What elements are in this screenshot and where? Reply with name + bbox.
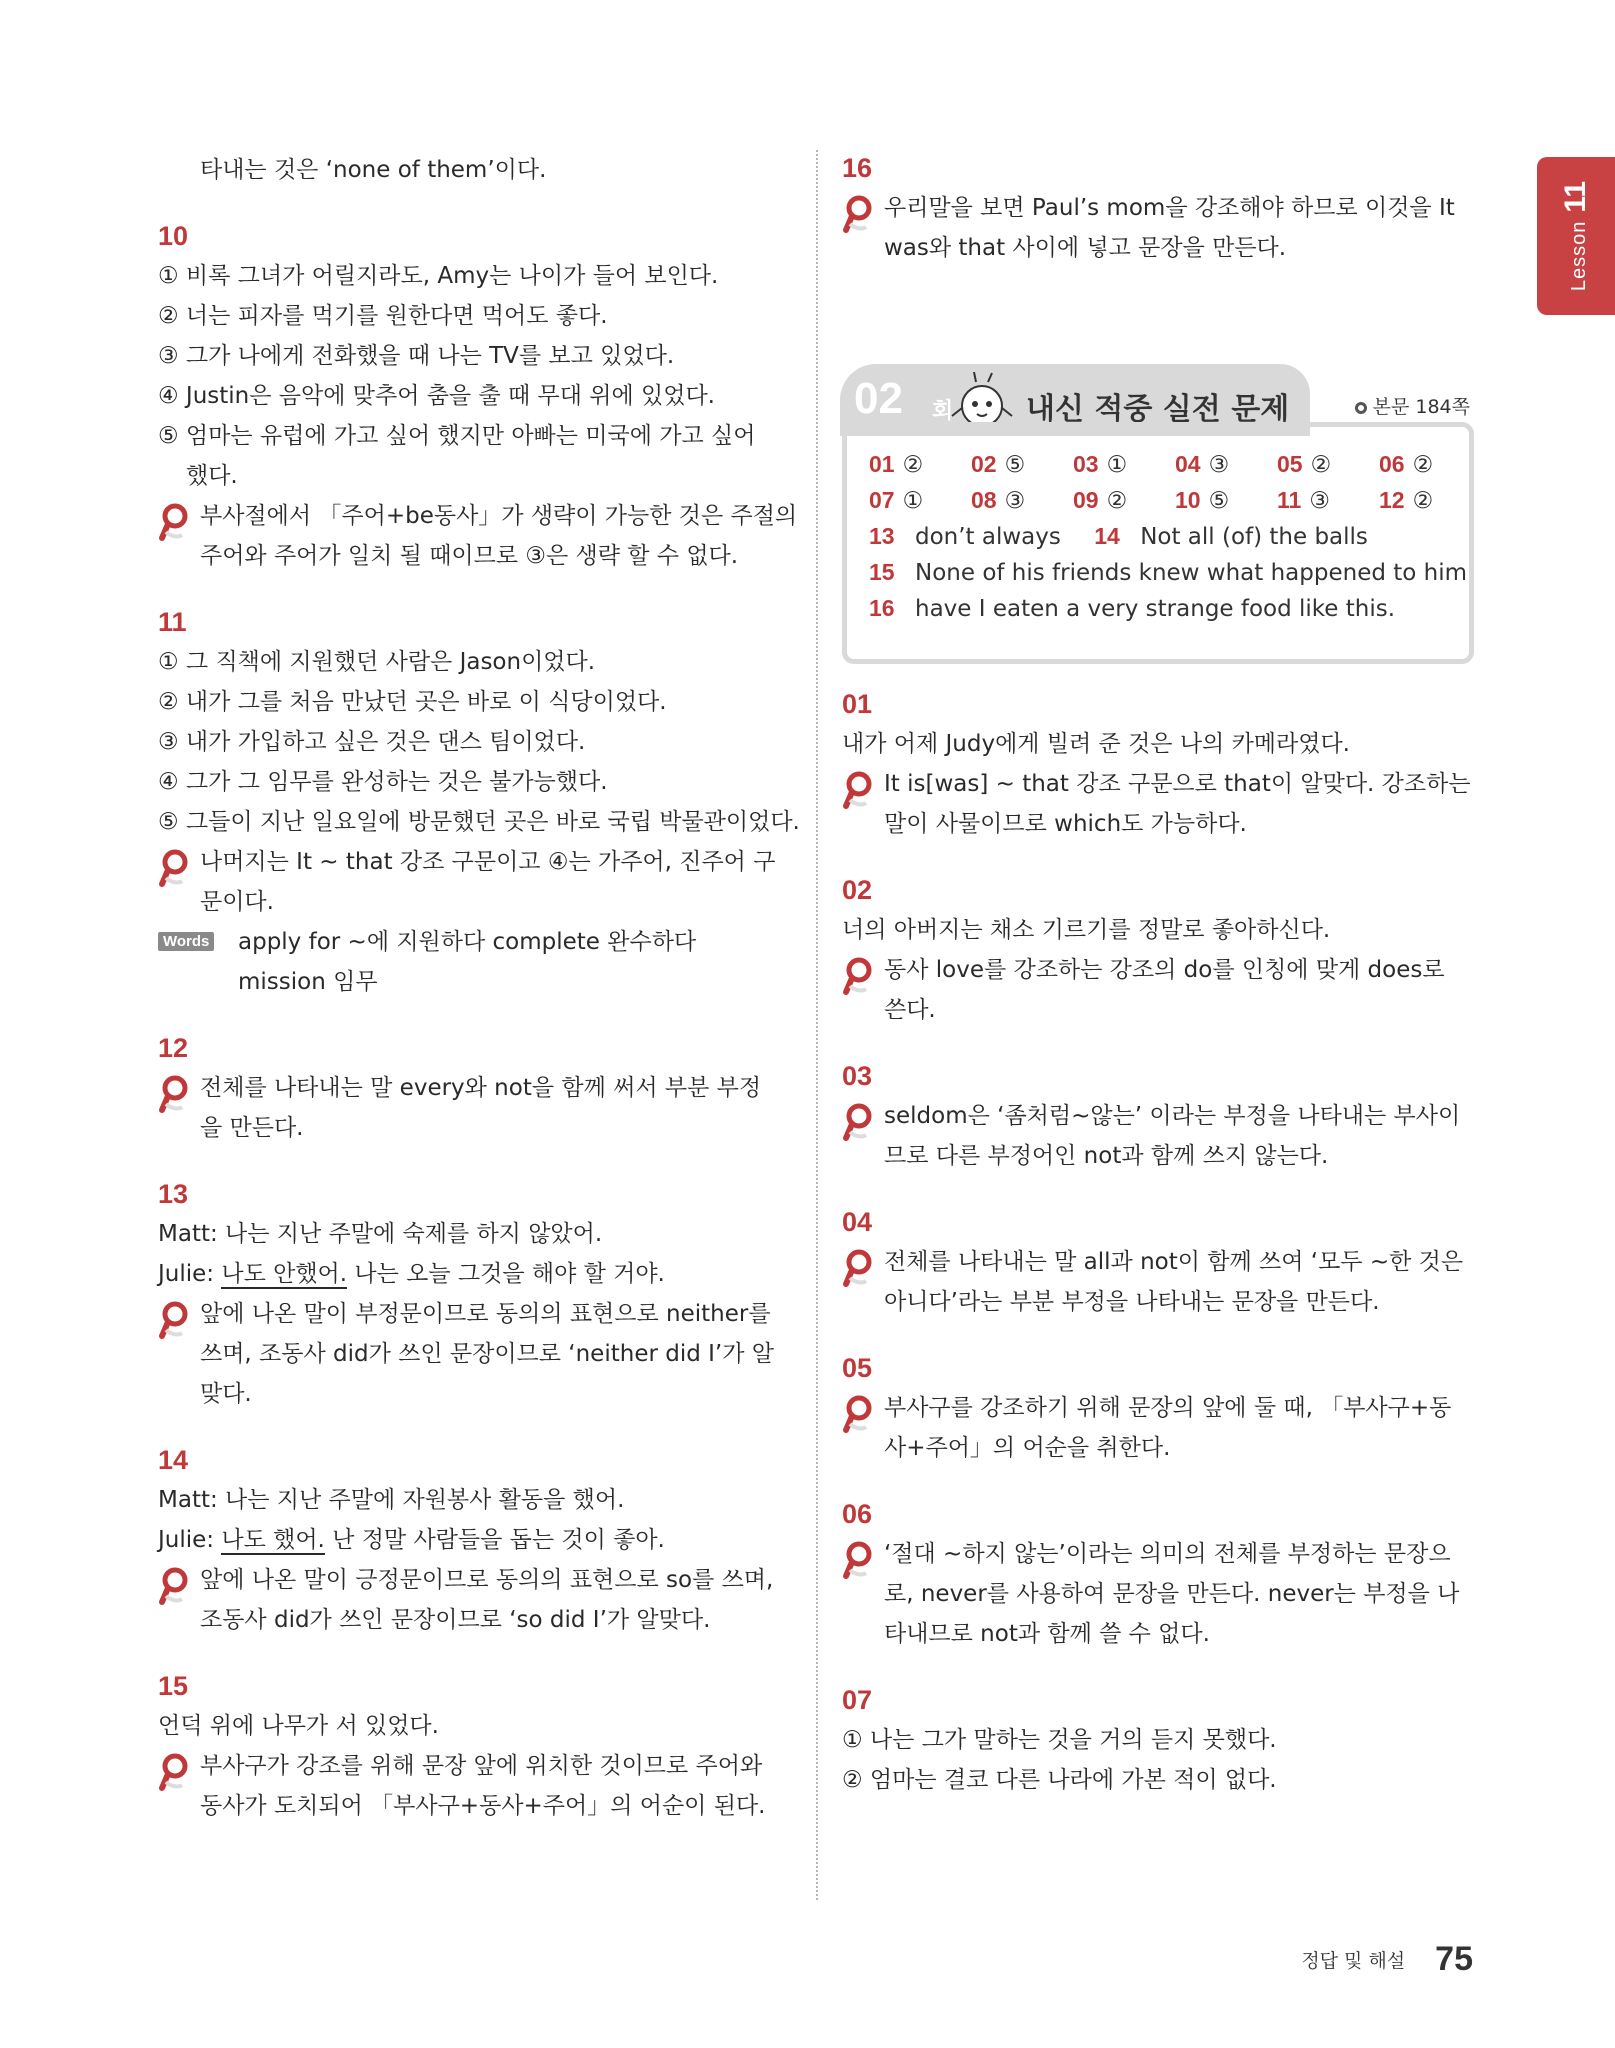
- question-number: 04: [842, 1207, 873, 1237]
- magnifier-icon: [158, 1300, 192, 1340]
- words-line: mission 임무: [238, 969, 378, 995]
- answer-value: ③: [1004, 488, 1026, 514]
- answer-item: ① 비록 그녀가 어릴지라도, Amy는 나이가 들어 보인다.: [158, 263, 719, 289]
- answer-item: ② 엄마는 결코 다른 나라에 가본 적이 없다.: [842, 1767, 1277, 1793]
- answer-value: None of his friends knew what happened to him: [915, 560, 1468, 586]
- page-reference: [1355, 392, 1470, 419]
- explanation-line: It is[was] ~ that 강조 구문으로 that이 알맞다. 강조하는: [884, 771, 1471, 797]
- question-01: [842, 686, 1474, 844]
- answer-item: ② 너는 피자를 먹기를 원한다면 먹어도 좋다.: [158, 303, 608, 329]
- question-number: 12: [158, 1033, 189, 1063]
- question-14: [158, 1442, 790, 1640]
- answer-row: [869, 523, 1469, 559]
- words-section: [158, 922, 790, 1002]
- answer-item: ① 나는 그가 말하는 것을 거의 듣지 못했다.: [842, 1727, 1277, 1753]
- explanation-line: 우리말을 보면 Paul’s mom을 강조해야 하므로 이것을 It: [884, 195, 1455, 221]
- magnifier-icon: [158, 502, 192, 542]
- round-suffix: 회: [932, 399, 954, 424]
- explanation-line: 주어와 주어가 일치 될 때이므로 ③은 생략 할 수 없다.: [200, 543, 739, 569]
- answer-value: ⑤: [1208, 488, 1230, 514]
- answer-number: 11: [1277, 487, 1302, 513]
- question-number: 10: [158, 221, 189, 251]
- left-column: [158, 150, 800, 1826]
- question-number: 13: [158, 1179, 189, 1209]
- answer-key-box: [842, 364, 1474, 664]
- dialogue-line: [158, 1254, 790, 1294]
- answer-number: 10: [1175, 487, 1201, 513]
- question-number: 03: [842, 1061, 873, 1091]
- answer-number: 16: [869, 595, 895, 621]
- magnifier-icon: [158, 1566, 192, 1606]
- magnifier-icon: [158, 1752, 192, 1792]
- explanation-line: 로, never를 사용하여 문장을 만든다. never는 부정을 나: [884, 1581, 1460, 1607]
- question-06: [842, 1496, 1474, 1654]
- explanation: [158, 496, 798, 576]
- explanation-line: 부사구가 강조를 위해 문장 앞에 위치한 것이므로 주어와: [200, 1753, 763, 1779]
- answer-number: 01: [869, 451, 895, 477]
- answer-number: 02: [971, 451, 997, 477]
- question-text: 내가 어제 Judy에게 빌려 준 것은 나의 카메라였다.: [842, 731, 1350, 757]
- explanation-line: 부사구를 강조하기 위해 문장의 앞에 둘 때, 「부사구+동: [884, 1395, 1452, 1421]
- intro-text: 타내는 것은 ‘none of them’이다.: [200, 157, 547, 183]
- magnifier-icon: [158, 1074, 192, 1114]
- answer-number: 15: [869, 559, 895, 585]
- answer-row: [869, 559, 1469, 595]
- answer-value: ①: [902, 488, 924, 514]
- dialogue-line: [158, 1520, 790, 1560]
- magnifier-icon: [842, 1102, 876, 1142]
- dialogue-line: Matt: 나는 지난 주말에 자원봉사 활동을 했어.: [158, 1487, 625, 1513]
- answer-item: ③ 그가 나에게 전화했을 때 나는 TV를 보고 있었다.: [158, 343, 675, 369]
- answer-item: ⑤ 엄마는 유럽에 가고 싶어 했지만 아빠는 미국에 가고 싶어: [158, 423, 756, 449]
- question-04: [842, 1204, 1474, 1322]
- explanation-line: 쓴다.: [884, 997, 936, 1023]
- question-15: [158, 1668, 790, 1826]
- answer-row: [869, 451, 1469, 487]
- answer-number: 07: [869, 487, 895, 513]
- words-line: apply for ~에 지원하다 complete 완수하다: [238, 929, 697, 955]
- question-05: [842, 1350, 1474, 1468]
- question-07: [842, 1682, 1474, 1800]
- lesson-tab: [1537, 157, 1615, 315]
- answer-value: ①: [1106, 452, 1128, 478]
- explanation-line: 부사절에서 「주어+be동사」가 생략이 가능한 것은 주절의: [200, 503, 798, 529]
- answer-item: ④ Justin은 음악에 맞추어 춤을 출 때 무대 위에 있었다.: [158, 383, 715, 409]
- explanation-line: 앞에 나온 말이 부정문이므로 동의의 표현으로 neither를: [200, 1301, 771, 1327]
- explanation: [842, 1242, 1474, 1322]
- question-text: 너의 아버지는 채소 기르기를 정말로 좋아하신다.: [842, 917, 1331, 943]
- answer-item: ④ 그가 그 임무를 완성하는 것은 불가능했다.: [158, 769, 608, 795]
- answer-item: ② 내가 그를 처음 만났던 곳은 바로 이 식당이었다.: [158, 689, 667, 715]
- explanation-line: was와 that 사이에 넣고 문장을 만든다.: [884, 235, 1287, 261]
- explanation-line: 동사가 도치되어 「부사구+동사+주어」의 어순이 된다.: [200, 1793, 766, 1819]
- explanation: [158, 1068, 790, 1148]
- question-number: 01: [842, 689, 873, 719]
- magnifier-icon: [842, 1540, 876, 1580]
- magnifier-icon: [842, 1394, 876, 1434]
- explanation: [158, 1746, 790, 1826]
- magnifier-icon: [842, 1248, 876, 1288]
- explanation-line: 말이 사물이므로 which도 가능하다.: [884, 811, 1247, 837]
- footer-label: 정답 및 해설: [1301, 1950, 1406, 1972]
- answer-item: ① 그 직책에 지원했던 사람은 Jason이었다.: [158, 649, 596, 675]
- magnifier-icon: [842, 956, 876, 996]
- explanation-line: 앞에 나온 말이 긍정문이므로 동의의 표현으로 so를 쓰며,: [200, 1567, 774, 1593]
- page-reference-text: 본문 184쪽: [1372, 396, 1470, 418]
- answer-value: ②: [1412, 488, 1434, 514]
- column-divider: [816, 150, 818, 1900]
- explanation: [842, 950, 1474, 1030]
- answer-item: ③ 내가 가입하고 싶은 것은 댄스 팀이었다.: [158, 729, 586, 755]
- answer-value: ②: [902, 452, 924, 478]
- answer-value: Not all (of) the balls: [1140, 524, 1368, 550]
- explanation-line: 동사 love를 강조하는 강조의 do를 인칭에 맞게 does로: [884, 957, 1445, 983]
- question-number: 06: [842, 1499, 873, 1529]
- question-number: 14: [158, 1445, 189, 1475]
- question-number: 15: [158, 1671, 189, 1701]
- answer-number: 12: [1379, 487, 1405, 513]
- answer-value: ③: [1208, 452, 1230, 478]
- dialogue-line: Matt: 나는 지난 주말에 숙제를 하지 않았어.: [158, 1221, 603, 1247]
- explanation: [842, 1388, 1474, 1468]
- magnifier-icon: [158, 848, 192, 888]
- question-number: 11: [158, 607, 187, 637]
- explanation-line: 아니다’라는 부분 부정을 나타내는 문장을 만든다.: [884, 1289, 1380, 1315]
- magnifier-icon: [842, 770, 876, 810]
- page-footer: [1301, 1940, 1473, 1979]
- underlined-text: 나도 했어.: [221, 1527, 325, 1553]
- explanation-line: 나머지는 It ~ that 강조 구문이고 ④는 가주어, 진주어 구: [200, 849, 776, 875]
- question-text: 언덕 위에 나무가 서 있었다.: [158, 1713, 439, 1739]
- words-badge: Words: [158, 932, 214, 951]
- answer-value: have I eaten a very strange food like this.: [915, 596, 1396, 622]
- question-02: [842, 872, 1474, 1030]
- question-number: 02: [842, 875, 873, 905]
- explanation: [158, 842, 790, 922]
- explanation: [842, 1096, 1474, 1176]
- explanation-line: 맞다.: [200, 1381, 252, 1407]
- answer-value: ⑤: [1004, 452, 1026, 478]
- explanation-line: 전체를 나타내는 말 all과 not이 함께 쓰여 ‘모두 ~한 것은: [884, 1249, 1464, 1275]
- answer-number: 14: [1094, 523, 1120, 549]
- dialogue-rest: 나는 오늘 그것을 해야 할 거야.: [347, 1261, 665, 1287]
- answer-number: 04: [1175, 451, 1201, 477]
- answer-value: ③: [1309, 488, 1330, 514]
- answer-key-body: [842, 422, 1474, 664]
- answer-value: ②: [1412, 452, 1434, 478]
- question-number: 16: [842, 153, 873, 183]
- question-16: [842, 150, 1474, 268]
- explanation-line: ‘절대 ~하지 않는’이라는 의미의 전체를 부정하는 문장으: [884, 1541, 1451, 1567]
- bullet-circle-icon: [1355, 402, 1367, 414]
- page-number: 75: [1435, 1940, 1473, 1978]
- question-13: [158, 1176, 790, 1414]
- explanation: [842, 1534, 1474, 1654]
- explanation-line: 을 만든다.: [200, 1115, 304, 1141]
- explanation: [158, 1560, 790, 1640]
- answer-number: 09: [1073, 487, 1099, 513]
- explanation: [158, 1294, 790, 1414]
- round-number: 02: [854, 374, 903, 423]
- explanation-line: 사+주어」의 어순을 취한다.: [884, 1435, 1171, 1461]
- explanation-line: 조동사 did가 쓰인 문장이므로 ‘so did I’가 알맞다.: [200, 1607, 711, 1633]
- answer-number: 08: [971, 487, 997, 513]
- answer-value: don’t always: [915, 524, 1061, 550]
- question-number: 05: [842, 1353, 873, 1383]
- answer-number: 05: [1277, 451, 1303, 477]
- question-12: [158, 1030, 790, 1148]
- question-03: [842, 1058, 1474, 1176]
- question-11: [158, 604, 800, 1002]
- explanation-line: seldom은 ‘좀처럼~않는’ 이라는 부정을 나타내는 부사이: [884, 1103, 1461, 1129]
- explanation-line: 전체를 나타내는 말 every와 not을 함께 써서 부분 부정: [200, 1075, 762, 1101]
- answer-number: 03: [1073, 451, 1099, 477]
- answer-number: 06: [1379, 451, 1405, 477]
- answer-row: [869, 595, 1469, 631]
- answer-row: [869, 487, 1469, 523]
- lesson-number: 11: [1559, 180, 1592, 213]
- explanation-line: 므로 다른 부정어인 not과 함께 쓰지 않는다.: [884, 1143, 1329, 1169]
- answer-key-title: 내신 적중 실전 문제: [1026, 392, 1290, 427]
- explanation-line: 문이다.: [200, 889, 274, 915]
- question-number: 07: [842, 1685, 873, 1715]
- answer-grid: [869, 451, 1469, 631]
- answer-number: 13: [869, 523, 895, 549]
- explanation-line: 쓰며, 조동사 did가 쓰인 문장이므로 ‘neither did I’가 알: [200, 1341, 774, 1367]
- speaker: Julie:: [158, 1527, 222, 1553]
- question-10: [158, 218, 798, 576]
- lesson-label: Lesson: [1568, 220, 1590, 292]
- explanation: [842, 764, 1474, 844]
- dialogue-rest: 난 정말 사람들을 돕는 것이 좋아.: [324, 1527, 665, 1553]
- answer-item: ⑤ 그들이 지난 일요일에 방문했던 곳은 바로 국립 박물관이었다.: [158, 809, 800, 835]
- answer-value: ②: [1106, 488, 1128, 514]
- right-column: [842, 150, 1474, 1800]
- answer-item: 했다.: [186, 463, 238, 489]
- explanation-line: 타내므로 not과 함께 쓸 수 없다.: [884, 1621, 1210, 1647]
- explanation: [842, 188, 1474, 268]
- magnifier-icon: [842, 194, 876, 234]
- speaker: Julie:: [158, 1261, 222, 1287]
- underlined-text: 나도 안했어.: [221, 1261, 348, 1287]
- answer-value: ②: [1310, 452, 1332, 478]
